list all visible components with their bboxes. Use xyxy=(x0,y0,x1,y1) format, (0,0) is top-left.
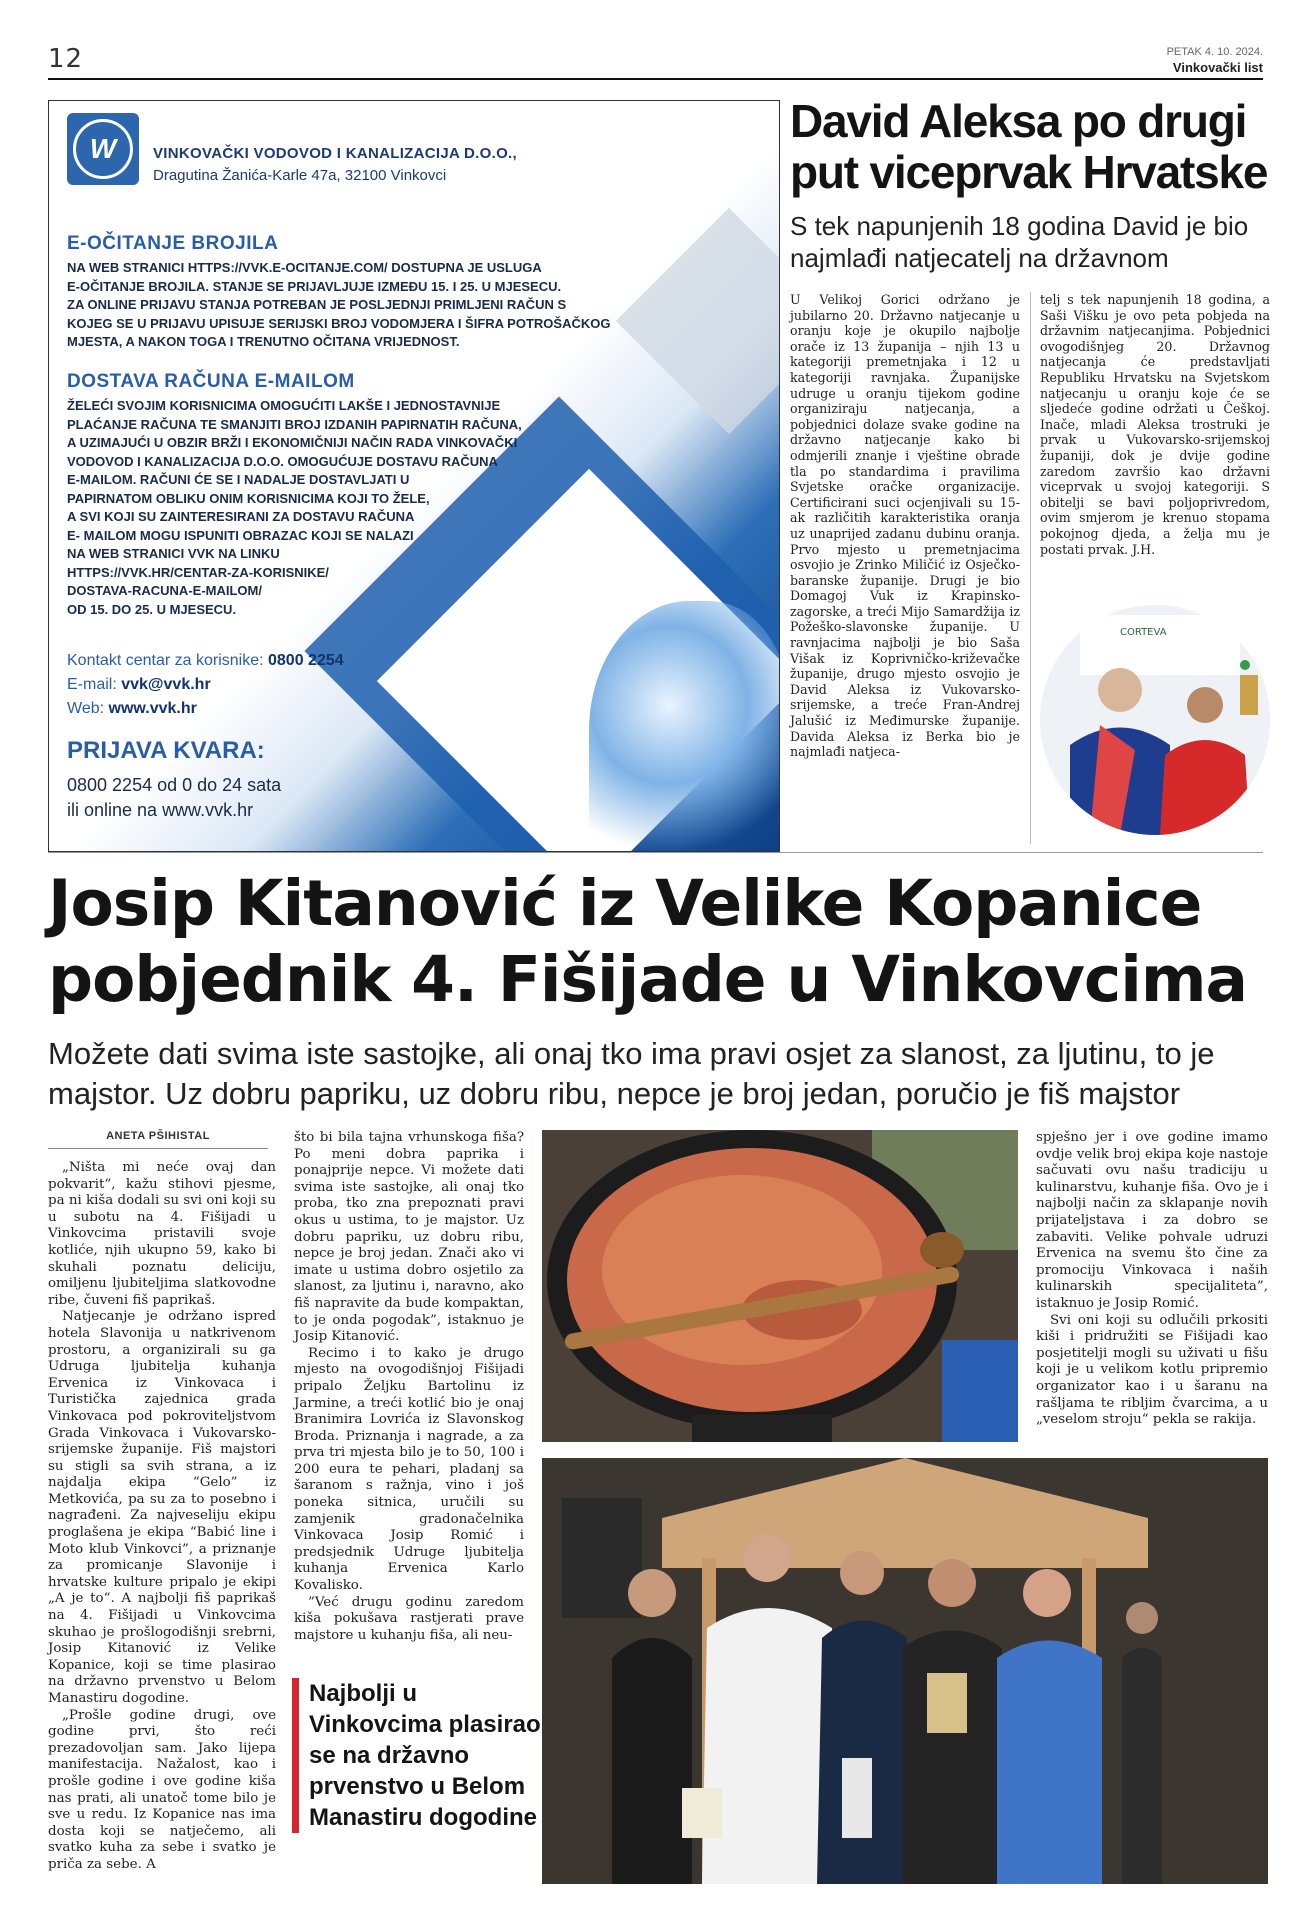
web-label: Web: xyxy=(67,700,105,717)
email-label: E-mail: xyxy=(67,676,117,693)
josip-article-column-2 xyxy=(294,1130,524,1644)
ad-section-title: E-OČITANJE BROJILA xyxy=(67,233,279,254)
photo-cauldron-fis-paprikas xyxy=(542,1130,1018,1442)
ad-line: E-MAILOM. RAČUNI ĆE SE I NADALJE DOSTAVLJATI U xyxy=(67,472,410,487)
ad-link-line: DOSTAVA-RACUNA-E-MAILOM/ xyxy=(67,583,262,598)
ad-line: MJESTA, A NAKON TOGA I TRENUTNO OČITANA VRIJEDNOST. xyxy=(67,334,460,349)
ad-line: E-OČITANJE BROJILA. STANJE SE PRIJAVLJUJE IZMEĐU 15. I 25. U MJESECU. xyxy=(67,278,562,294)
ad-company-name: VINKOVAČKI VODOVOD I KANALIZACIJA D.O.O., xyxy=(153,145,517,162)
paragraph: spješno jer i ove godine imamo ovdje velik broj ekipa koje nastoje sačuvati ovu našu tradiciju u kulinarstvu, kuhanje fiša. Ovo je i najbolji način za sklapanje novih prijateljstava i za dobro se zabaviti. Velike pohvale udruzi Ervenica na svemu što čine za promociju Vinkovaca i naših kulinarskih specijaliteta”, istaknuo je Josip Romić. xyxy=(1036,1130,1268,1311)
water-splash-graphic xyxy=(589,601,780,852)
david-article-subheadline: S tek napunjenih 18 godina David je bio najmlađi natjecatelj na državnom xyxy=(790,211,1249,273)
article-author: ANETA PŠIHISTAL xyxy=(48,1130,268,1149)
ad-line: VODOVOD I KANALIZACIJA D.O.O. OMOGUĆUJE DOSTAVU RAČUNA xyxy=(67,453,498,469)
paragraph: ”Već drugu godinu zaredom kiša pokušava rastjerati prave majstore u kuhanju fiša, ali neu- xyxy=(294,1594,524,1643)
award-ceremony-photo xyxy=(542,1458,1268,1884)
paragraph: Recimo i to kako je drugo mjesto na ovogodišnjoj Fišijadi pripalo Željku Bartolinu iz Jarmine, a treći kotlić bio je onaj Branimira Lovrića iz Slavonskog Broda. Priznanja i nagrade, a za prva tri mjesta bilo je to 50, 100 i 200 eura te pehari, pladanj sa šaranom s ražnja, vino i još poneka sitnica, uručili su zamjenik gradonačelnika Vinkovaca Josip Romić i predsjednik Udruge ljubitelja kuhanja Ervenica Karlo Kovalisko. xyxy=(294,1345,524,1594)
ad-line: OD 15. DO 25. U MJESECU. xyxy=(67,601,237,617)
david-article-headline: David Aleksa po drugi put viceprvak Hrvatske xyxy=(790,95,1268,198)
photo-two-men-podium xyxy=(1040,605,1270,835)
paragraph: „Prošle godine drugi, ove godine prvi, što reći prezadovoljan sam. Jako lijepa manifestacija. Nažalost, kao i prošle godine i ove godine kiša nas prati, ali unatoč tome bilo je sve u redu. Iz Kopanice nas ima dosta koji se natječemo, ali svatko kuha za sebe i svatko je priča za sebe. A xyxy=(48,1707,276,1872)
fish-stew-pot-photo xyxy=(542,1130,1018,1442)
photo-winners-group xyxy=(542,1458,1268,1884)
ad-line: PAPIRNATOM OBLIKU ONIM KORISNICIMA KOJI TO ŽELE, xyxy=(67,490,430,506)
ad-line: NA WEB STRANICI HTTPS://VVK.E-OCITANJE.COM/ DOSTUPNA JE USLUGA xyxy=(67,260,542,275)
fault-line: ili online na www.vvk.hr xyxy=(67,800,254,820)
ad-contact-block xyxy=(67,649,344,721)
page-number: 12 xyxy=(48,44,84,74)
contact-label: Kontakt centar za korisnike: xyxy=(67,652,264,669)
ad-fault-title: PRIJAVA KVARA: xyxy=(67,737,265,764)
ad-line: ŽELEĆI SVOJIM KORISNICIMA OMOGUĆITI LAKŠE I JEDNOSTAVNIJE xyxy=(67,398,501,413)
josip-article-subheadline: Možete dati svima iste sastojke, ali onaj tko ima pravi osjet za slanost, za ljutinu, to je majstor. Uz dobru papriku, uz dobru ribu, nepce je broj jedan, poručio je fiš majstor xyxy=(48,1036,1215,1111)
column-divider xyxy=(1030,292,1031,844)
david-article-column-2: telj s tek napunjenih 18 godina, a Saši Višku je ovo peta pobjeda na državnim natjecanjima. Pobjednici ovogodišnjeg 20. Državnog natjecanja će predstavljati Republiku Hrvatsku na Svjetskom natjecanju u oranju koje će se sljedeće godine održati u Češkoj. Inače, mladi Aleksa trostruki je prvak u Vukovarsko-srijemskoj županiji, dok je dvije godine zaredom završio kao državni viceprvak u svojoj kategoriji. S obitelji se bavi poljoprivredom, ovim smjerom je krenuo stopama pokojnog djeda, a želja mu je postati prvak. J.H. xyxy=(1040,292,1270,557)
david-aleksa-photo xyxy=(1040,605,1270,835)
josip-article-column-1 xyxy=(48,1160,276,1874)
vvk-advertisement xyxy=(48,100,780,852)
paragraph: Natjecanje je održano ispred hotela Slavonija u natkrivenom prostoru, a organizirali su ga Udruga ljubitelja kuhanja Ervenica iz Vinkovaca i Turistička zajednica grada Vinkovaca pod pokroviteljstvom Grada Vinkovaca i Vukovarsko-srijemske županije. Fiš majstori su stigli sa svih strana, a iz najdalja ekipa “Gelo” iz Metkovića, pa su za to posebno i nagrađeni. Za najveseliju ekipu proglašena je ekipa “Babić line i Moto klub Vinkovci”, a priznanje za promicanje Slavonije i hrvatske kulture pripalo je ekipi „A je to“. A najbolji fiš paprikaš na 4. Fišijadi u Vinkovcima skuhao je prošlogodišnji srebrni, Josip Kitanović iz Velike Kopanice, koji se time plasirao na državno prvenstvo u Belom Manastiru dogodine. xyxy=(48,1309,276,1706)
ad-company-address: Dragutina Žanića-Karle 47a, 32100 Vinkovci xyxy=(153,167,447,184)
ad-web xyxy=(67,697,344,721)
paragraph: Svi oni koji su odlučili prkositi kiši i pridružiti se Fišijadi kao posjetitelji mogli su uživati u fišu koji je u velikom kotlu pripremio organizator kao i u šaranu na rašljama te ribljim čvarcima, a u „veselom stroju“ pekla se rakija. xyxy=(1036,1312,1268,1428)
web-value: www.vvk.hr xyxy=(108,700,197,717)
pull-quote: Najbolji u Vinkovcima plasirao se na državno prvenstvo u Belom Manastiru dogodine xyxy=(292,1678,541,1833)
newspaper-name: Vinkovački list xyxy=(1172,60,1263,75)
ad-line: PLAĆANJE RAČUNA TE SMANJITI BROJ IZDANIH PAPIRNATIH RAČUNA, xyxy=(67,416,522,432)
vvk-logo-icon xyxy=(67,113,139,185)
decorative-diamond xyxy=(616,208,780,434)
ad-contact-center xyxy=(67,649,344,673)
vvk-logo-mark: W xyxy=(73,119,133,179)
ad-line: KOJEG SE U PRIJAVU UPISUJE SERIJSKI BROJ VODOMJERA I ŠIFRA POTROŠAČKOG xyxy=(67,315,611,331)
email-value: vvk@vvk.hr xyxy=(121,676,211,693)
ad-link-line: HTTPS://VVK.HR/CENTAR-ZA-KORISNIKE/ xyxy=(67,564,329,580)
josip-article-headline: Josip Kitanović iz Velike Kopanice pobjednik 4. Fišijade u Vinkovcima xyxy=(48,867,1247,1016)
contact-phone: 0800 2254 xyxy=(268,652,344,669)
fault-line: 0800 2254 od 0 do 24 sata xyxy=(67,775,282,795)
ad-line: NA WEB STRANICI VVK NA LINKU xyxy=(67,546,280,561)
section-divider xyxy=(48,852,1263,853)
ad-section-body xyxy=(67,259,610,352)
ad-line: E- MAILOM MOGU ISPUNITI OBRAZAC KOJI SE NALAZI xyxy=(67,527,414,543)
ad-line: A SVI KOJI SU ZAINTERESIRANI ZA DOSTAVU RAČUNA xyxy=(67,509,415,524)
paragraph: „Ništa mi neće ovaj dan pokvarit“, kažu stihovi pjesme, pa ni kiša dodali su svi oni koji su u subotu na 4. Fišijadi u Vinkovcima pristavili svoje kotliće, njih ukupno 59, kako bi skuhali poznatu deliciju, omiljenu ljubiteljima slatkovodne ribe, čuveni fiš paprikaš. xyxy=(48,1160,276,1308)
header-rule xyxy=(48,78,1263,80)
josip-article-column-3 xyxy=(1036,1130,1268,1429)
david-article-column-1: U Velikoj Gorici održano je jubilarno 20. Državno natjecanje u oranju koje je okupilo najbolje orače iz 13 županija – njih 13 u kategoriji premetnjaka i 12 u kategoriji ravnjaka. Županijske udruge u oranju tijekom godine organiziraju natjecanja, a pobjednici dolaze svake godine na državno natjecanje kako bi odmjerili znanje i vještine obrade tla po standardima i pravilima Svjetske oračke organizacije. Certificirani suci ocjenjivali su 15-ak različitih karakteristika oranja uz unaprijed zadanu dubinu oranja. Prvo mjesto u premetnjacima osvojio je Zrinko Miličić iz Osječko-baranske županije. Drugi je bio Domagoj Vuk iz Krapinsko-zagorske, a treći Mijo Samardžija iz Požeško-slavonske županije. U ravnjacima najbolji je bio Saša Višak iz Koprivničko-križevačke županije, drugo mjesto osvojio je David Aleksa iz Vukovarsko-srijemske, a treće Fran-Andrej Jalušić iz Međimurske županije. Davida Aleksa iz Berka bio je najmlađi natjeca- xyxy=(790,292,1020,760)
ad-section-body xyxy=(67,397,522,619)
paragraph: što bi bila tajna vrhunskoga fiša? Po meni dobra paprika i ponajprije nepce. Vi možete dati svima iste sastojke, ali onaj tko proba, tko zna prepoznati pravi okus u ustima, to je majstor. Uz dobru papriku, uz dobru ribu, nepce je broj jedan. Znači ako vi imate u ustima dobro osjetilo za slanost, za ljutinu i, naravno, ako fiš napravite da bude kompaktan, to je onda pogodak”, istaknuo je Josip Kitanović. xyxy=(294,1130,524,1345)
ad-line: A UZIMAJUĆI U OBZIR BRŽI I EKONOMIČNIJI NAČIN RADA VINKOVAČKI xyxy=(67,435,518,450)
ad-section-title: DOSTAVA RAČUNA E-MAILOM xyxy=(67,371,355,392)
ad-fault-info xyxy=(67,773,281,823)
sponsor-banner-text: CORTEVA xyxy=(1120,627,1167,638)
issue-date: PETAK 4. 10. 2024. xyxy=(1166,46,1263,58)
ad-email xyxy=(67,673,344,697)
ad-line: ZA ONLINE PRIJAVU STANJA POTREBAN JE POSLJEDNJI PRIMLJENI RAČUN S xyxy=(67,297,567,312)
